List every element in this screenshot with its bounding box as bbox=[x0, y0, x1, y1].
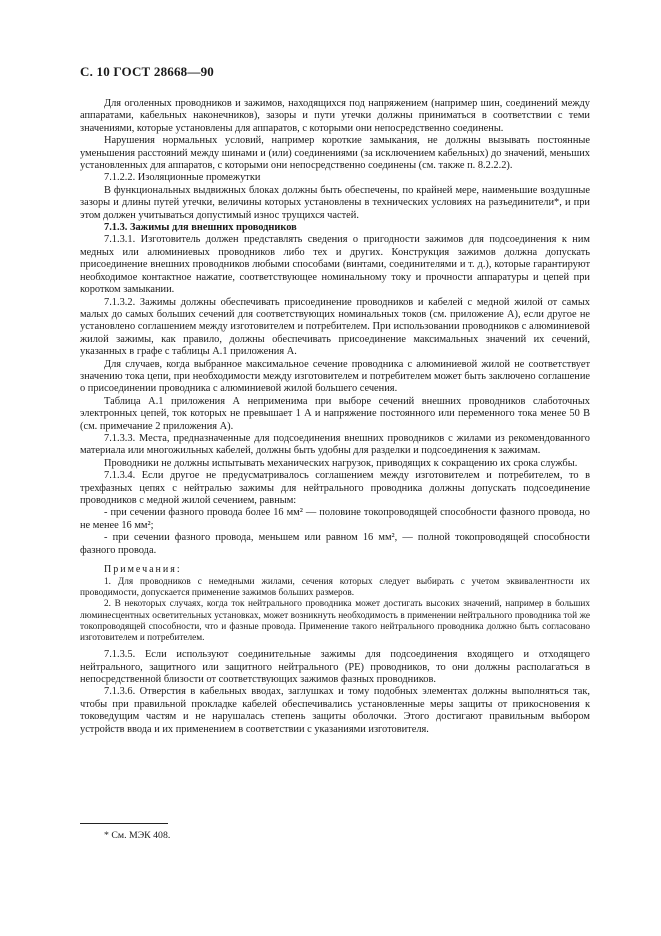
paragraph-withdrawable-units: В функциональных выдвижных блоках должны быть обеспечены, по крайней мере, наименьшие воздушные зазоры и длины путей утечки, величины которых установлены в технических условиях на разъединители*, и при этом должен учитываться допустимый износ трущихся частей. bbox=[80, 184, 590, 221]
footnote: * См. МЭК 408. bbox=[104, 830, 171, 841]
paragraph-7-1-3-5: 7.1.3.5. Если используют соединительные зажимы для подсоединения входящего и отходящего нейтрального, защитного или защитного нейтрального (РЕ) проводников, то они должны располагаться в непосредственной близости от соответствующих зажимов фазных проводников. bbox=[80, 649, 590, 686]
paragraph-7-1-3-2: 7.1.3.2. Зажимы должны обеспечивать присоединение проводников и кабелей с медной жилой от самых малых до самых больших сечений для соответствующих номинальных токов (см. приложение А), если другое не установлено соглашением между изготовителем и потребителем. При использовании проводников с алюминиевой жилой зажимы, как правило, должны обеспечивать присоединение максимальных значений их сечений, указанных в графе c таблицы А.1 приложения А. bbox=[80, 296, 590, 358]
paragraph-clearances-bare-conductors: Для оголенных проводников и зажимов, находящихся под напряжением (например шин, соединений между аппаратами, кабельных наконечников), зазоры и пути утечки должны приниматься в соответствии с теми значениями, которые установлены для аппаратов, с которыми они непосредственно соединены. bbox=[80, 98, 590, 134]
paragraph-7-1-3-3: 7.1.3.3. Места, предназначенные для подсоединения внешних проводников с жилами из рекомендованного материала или многожильных кабелей, должны быть удобны для разделки и подсоединения к зажимам. bbox=[80, 432, 590, 457]
paragraph-table-a1-applicability: Таблица А.1 приложения А неприменима при выборе сечений внешних проводников слаботочных электронных цепей, ток которых не превышает 1 А и напряжение постоянного или переменного тока менее 50 В (см. примечание 2 приложения А). bbox=[80, 395, 590, 432]
document-body bbox=[80, 98, 590, 736]
page-header: С. 10 ГОСТ 28668—90 bbox=[80, 64, 214, 79]
paragraph-7-1-3-4: 7.1.3.4. Если другое не предусматривалось соглашением между изготовителем и потребителем, то в трехфазных цепях с нейтралью зажимы для нейтрального проводника должны допускать подсоединение проводников с медной жилой сечением, равным: bbox=[80, 470, 590, 506]
notes-label: Примечания: bbox=[104, 564, 182, 576]
list-item-phase-up-to-16: - при сечении фазного провода, меньшем или равном 16 мм², — полной токопроводящей способности фазного провода. bbox=[80, 532, 590, 556]
note-item-1: 1. Для проводников с немедными жилами, сечения которых следует выбирать с учетом эквивалентности их проводимости, допускается применение зажимов больших размеров. bbox=[80, 577, 590, 599]
section-heading-7-1-3: 7.1.3. Зажимы для внешних проводников bbox=[104, 222, 297, 234]
list-item-phase-over-16: - при сечении фазного провода более 16 мм² — половине токопроводящей способности фазного провода, но не менее 16 мм²; bbox=[80, 507, 590, 531]
paragraph-aluminium-cross-section: Для случаев, когда выбранное максимальное сечение проводника с алюминиевой жилой не соответствует значению тока цепи, при необходимости между изготовителем и потребителем может быть заключено соглашение о присоединении проводника с алюминиевой жилой большего сечения. bbox=[80, 358, 590, 395]
paragraph-7-1-3-1: 7.1.3.1. Изготовитель должен представлять сведения о пригодности зажимов для подсоединения к ним медных или алюминиевых проводников либо тех и других. Конструкция зажимов должна допускать присоединение внешних проводников любыми способами (винтами, соединителями и т. д.), которые гарантируют необходимое контактное нажатие, соответствующее номинальному току и прочности аппаратуры и цепей при коротком замыкании. bbox=[80, 234, 590, 296]
footnote-divider bbox=[80, 823, 168, 824]
paragraph-mechanical-loads: Проводники не должны испытывать механических нагрузок, приводящих к сокращению их срока службы. bbox=[104, 457, 578, 469]
note-item-2: 2. В некоторых случаях, когда ток нейтрального проводника может достигать высоких значений, например в больших люминесцентных осветительных установках, может возникнуть необходимость в применении нейтрального проводника той же токопроводящей способности, что и фазные провода. Применение такого нейтрального проводника должно быть согласовано изготовителем и потребителем. bbox=[80, 599, 590, 644]
section-heading-7-1-2-2: 7.1.2.2. Изоляционные промежутки bbox=[104, 172, 261, 184]
paragraph-short-circuit-conditions: Нарушения нормальных условий, например короткие замыкания, не должны вызывать постоянные уменьшения расстояний между шинами и (или) соединениями (за исключением кабельных) до значений, меньших установленных для аппаратов, с которыми они непосредственно соединены (см. также п. 8.2.2.2). bbox=[80, 135, 590, 172]
paragraph-7-1-3-6: 7.1.3.6. Отверстия в кабельных вводах, заглушках и тому подобных элементах должны выполняться так, чтобы при правильной прокладке кабелей обеспечивались установленные меры защиты от прикосновения к токоведущим частям и не нарушалась степень защиты оболочки. Этого достигают правильным выбором устройств ввода и их применением в соответствии с указаниями изготовителя. bbox=[80, 686, 590, 735]
